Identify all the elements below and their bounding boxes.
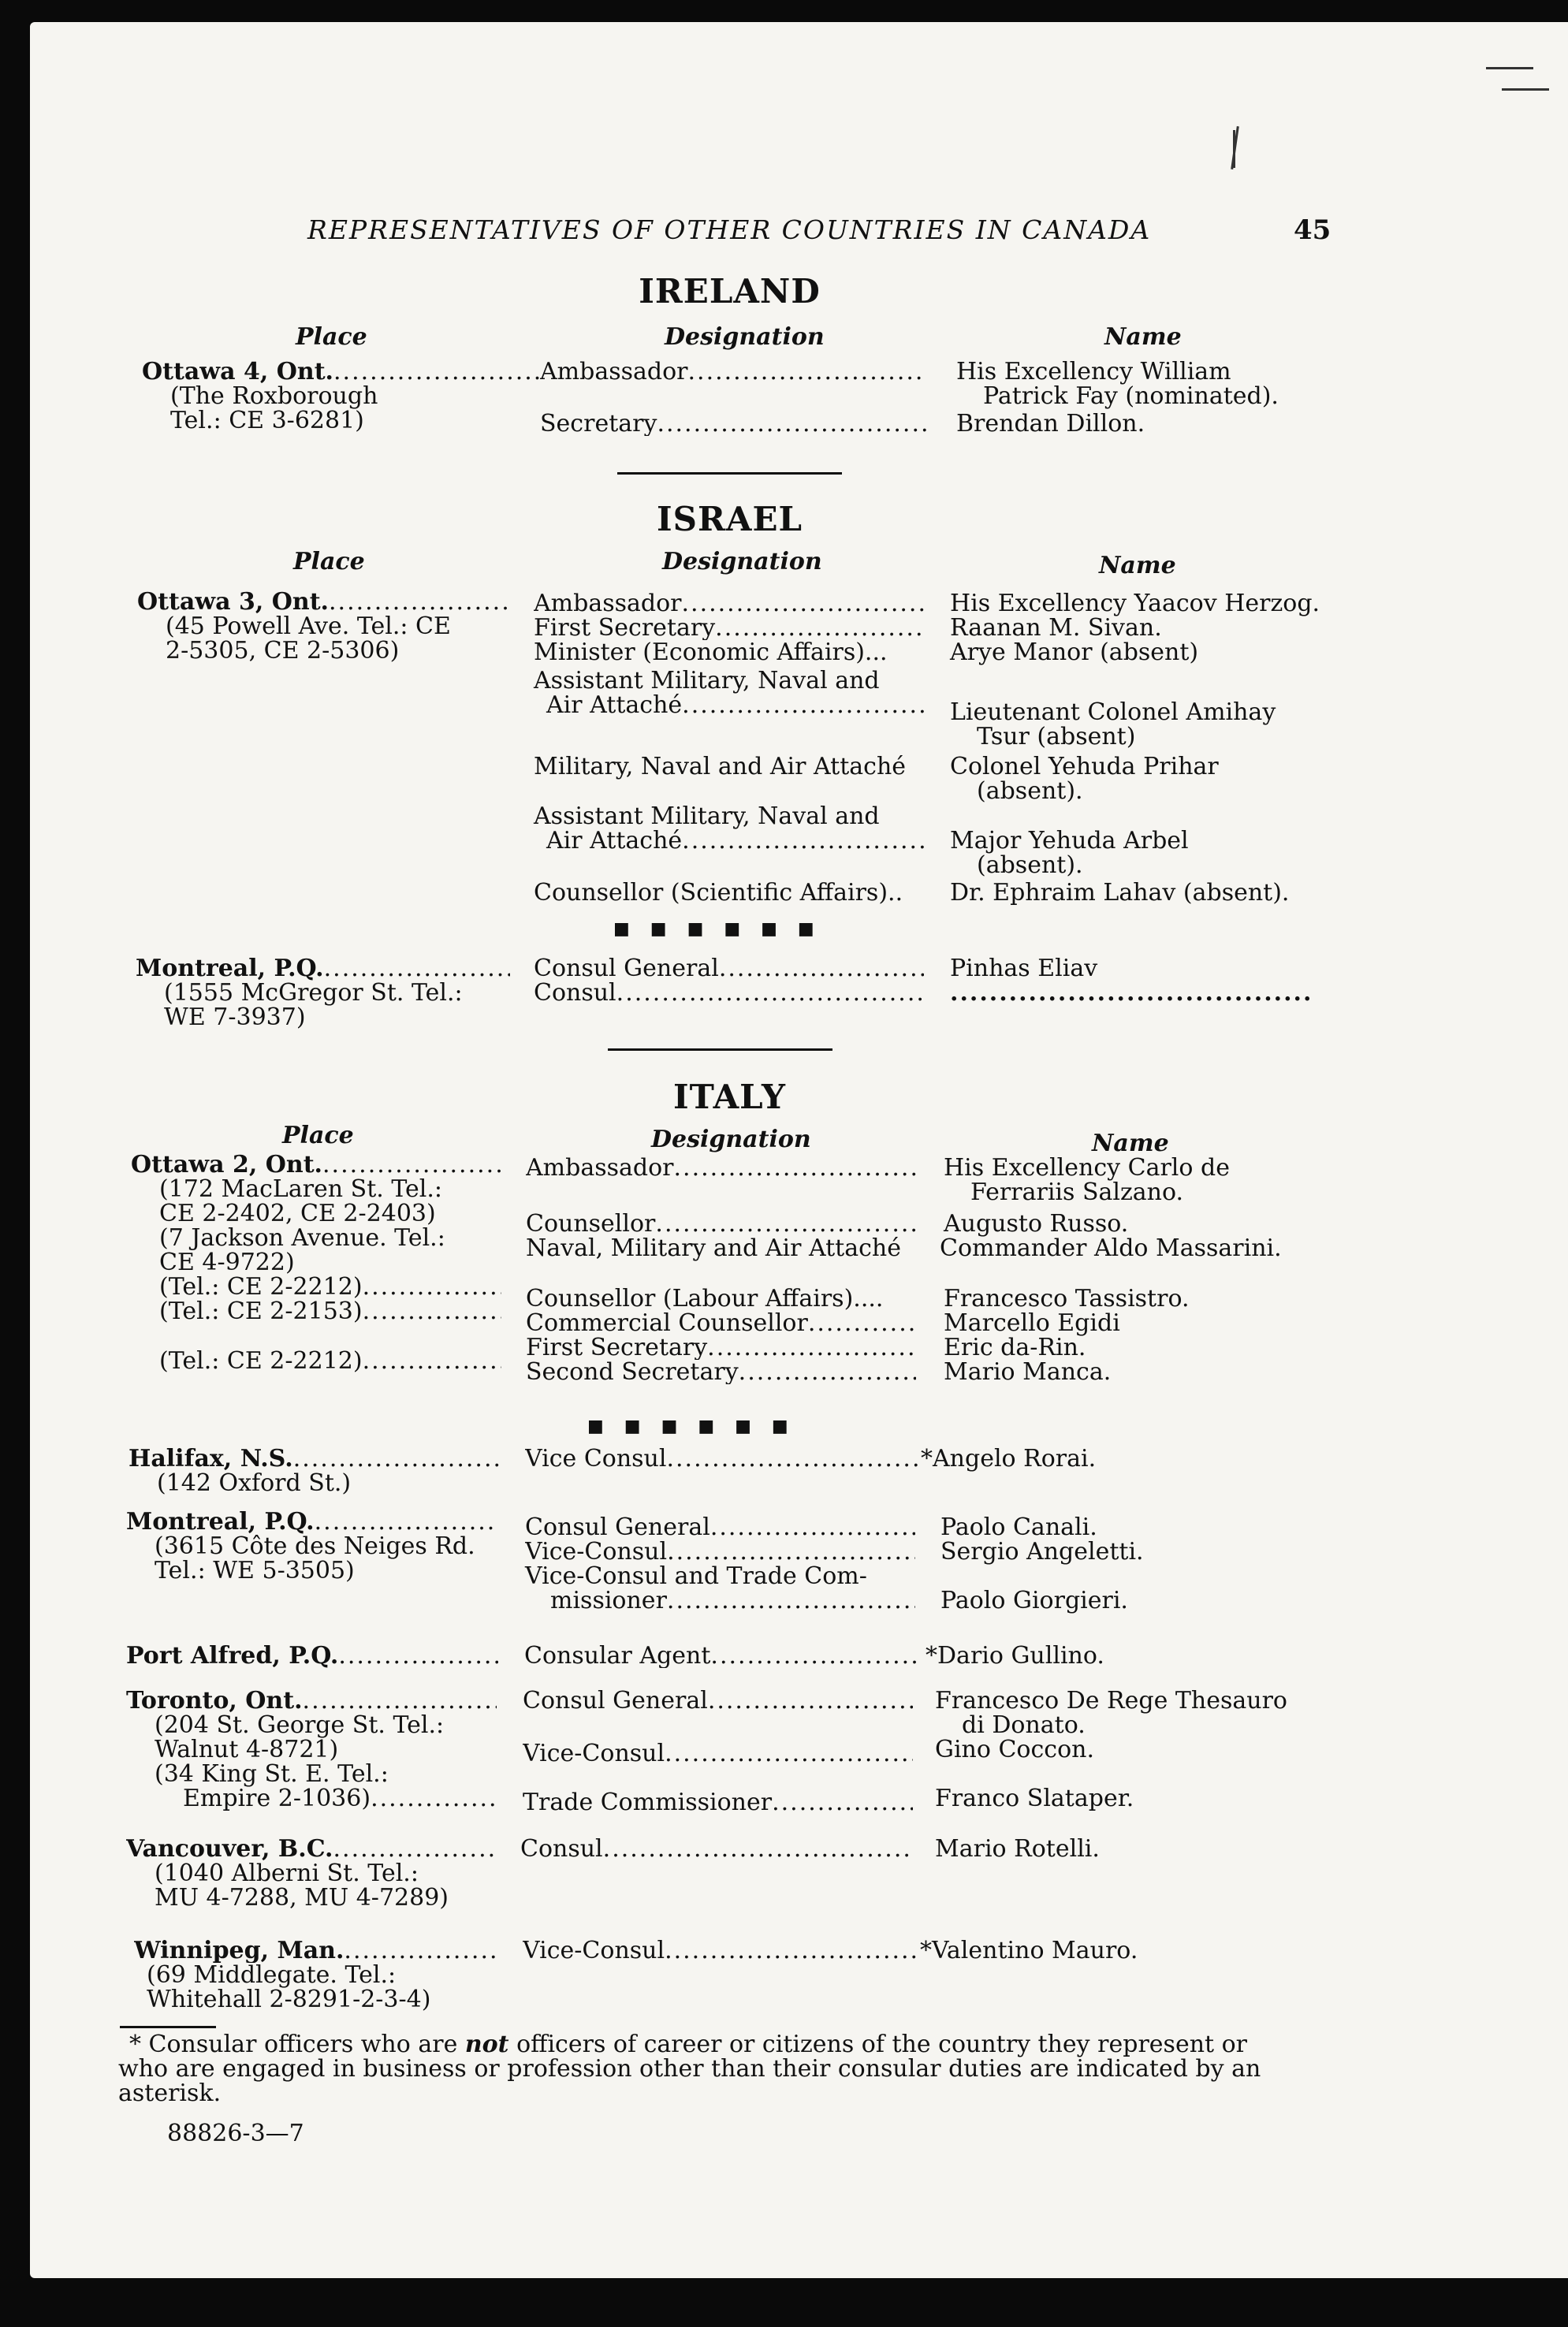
column-heading-place: Place [282, 1122, 354, 1149]
designation-text: Ambassador [540, 359, 688, 384]
place-address: (172 MacLaren St. Tel.: CE 2-2402, CE 2-2403) [159, 1175, 443, 1227]
designation-text: Naval, Military and Air Attaché [526, 1234, 902, 1262]
leader-dots [324, 956, 510, 981]
place-address-cont: Empire 2-1036) [183, 1786, 371, 1811]
designation-text: Consul [534, 981, 616, 1005]
name-text-cont: Ferrariis Salzano. [970, 1178, 1184, 1206]
leader-dots [719, 956, 924, 981]
name-text: *Angelo Rorai. [921, 1445, 1097, 1473]
name-text: Eric da-Rin. [944, 1334, 1086, 1361]
leader-dots [363, 1275, 501, 1299]
designation-text: Consul [520, 1837, 603, 1861]
footnote-text-cont: officers of career or citizens of the country they represent or who are engaged in business or profession other than their consular duties are indicated by an asterisk. [118, 2031, 1261, 2107]
leader-dots [603, 1837, 911, 1861]
designation-text: Ambassador [526, 1156, 674, 1180]
document-code: 88826-3—7 [167, 2120, 304, 2147]
footnote-text: * Consular officers who are [129, 2031, 465, 2058]
designation-text: Counsellor (Labour Affairs).... [526, 1285, 884, 1312]
designation-text: Commercial Counsellor [526, 1311, 808, 1335]
separator-bullets: ■■■■■■ [587, 1416, 809, 1436]
name-text: Gino Coccon. [935, 1736, 1095, 1763]
place-name: Ottawa 4, Ont. [142, 359, 334, 384]
leader-dots [772, 1790, 913, 1815]
name-text: Raanan M. Sivan. [950, 614, 1162, 642]
leader-dots [710, 1515, 915, 1540]
scan-mark [1502, 88, 1549, 91]
leader-dots [303, 1688, 497, 1713]
place-name: Montreal, P.Q. [136, 956, 324, 981]
separator-bullets: ■■■■■■ [613, 918, 835, 939]
leader-dots [950, 981, 1313, 1005]
page-header [0, 214, 1568, 259]
column-heading-place: Place [296, 323, 367, 351]
designation-text: Counsellor (Scientific Affairs).. [534, 879, 903, 907]
leader-dots [657, 411, 926, 436]
leader-dots [616, 981, 924, 1005]
place-name: Ottawa 2, Ont. [131, 1152, 323, 1177]
place-cell [136, 956, 510, 1029]
place-cell [137, 590, 508, 663]
name-cell [956, 359, 1335, 408]
designation-text: Vice Consul [525, 1446, 667, 1471]
section-divider [617, 472, 842, 475]
place-address: (45 Powell Ave. Tel.: CE 2-5305, CE 2-5306) [166, 612, 451, 665]
name-text: Pinhas Eliav [950, 955, 1098, 982]
name-text: Paolo Canali. [940, 1513, 1097, 1541]
place-address: (69 Middlegate. Tel.: Whitehall 2-8291-2-3-4) [147, 1961, 431, 2013]
name-text: Major Yehuda Arbel [950, 827, 1189, 854]
leader-dots [674, 1156, 917, 1180]
name-text: Dr. Ephraim Lahav (absent). [950, 879, 1290, 907]
designation-cell [540, 411, 926, 436]
designation-text: Consular Agent [524, 1644, 711, 1668]
place-address: (The Roxborough Tel.: CE 3-6281) [170, 382, 378, 434]
name-text: Francesco Tassistro. [944, 1285, 1190, 1312]
place-tel: (Tel.: CE 2-2153) [159, 1299, 363, 1324]
designation-text: Vice-Consul [523, 1938, 665, 1963]
name-text: Marcello Egidi [944, 1309, 1120, 1337]
leader-dots [665, 1741, 913, 1766]
place-tel: (Tel.: CE 2-2212) [159, 1349, 363, 1373]
running-title: REPRESENTATIVES OF OTHER COUNTRIES IN CANADA [307, 214, 1152, 245]
name-text: Mario Manca. [944, 1358, 1112, 1386]
name-text: His Excellency Yaacov Herzog. [950, 590, 1320, 617]
name-text: *Dario Gullino. [926, 1642, 1104, 1670]
designation-cell [540, 359, 926, 384]
place-address: (34 King St. E. Tel.: [155, 1760, 389, 1788]
designation-text: Consul General [525, 1515, 710, 1540]
place-name: Halifax, N.S. [128, 1446, 293, 1471]
designation-text-cont: missioner [550, 1588, 667, 1613]
column-heading-designation: Designation [651, 1126, 811, 1153]
place-name: Montreal, P.Q. [126, 1510, 315, 1534]
name-text-cont: Patrick Fay (nominated). [983, 382, 1279, 410]
name-text-cont: (absent). [977, 851, 1083, 879]
name-text-cont: di Donato. [962, 1711, 1086, 1739]
designation-text: Consul General [523, 1688, 708, 1713]
name-text: Commander Aldo Massarini. [940, 1234, 1282, 1262]
name-text: Sergio Angeletti. [940, 1538, 1144, 1566]
leader-dots [707, 1335, 916, 1360]
place-address: (1555 McGregor St. Tel.: WE 7-3937) [164, 979, 463, 1031]
place-address: (7 Jackson Avenue. Tel.: CE 4-9722) [159, 1224, 445, 1276]
leader-dots [708, 1688, 913, 1713]
name-text: Brendan Dillon. [956, 410, 1145, 437]
name-text-cont: (absent). [977, 777, 1083, 805]
name-text: Augusto Russo. [944, 1210, 1129, 1238]
column-headings [0, 1122, 1568, 1157]
section-divider [608, 1048, 832, 1051]
place-tel: (Tel.: CE 2-2212) [159, 1275, 363, 1299]
name-text: *Valentino Mauro. [920, 1937, 1138, 1964]
designation-text: Ambassador [534, 591, 682, 616]
name-text: Lieutenant Colonel Amihay [950, 698, 1276, 726]
place-cell [131, 1152, 501, 1373]
column-heading-name: Name [1092, 1130, 1169, 1157]
footnote-emphasis: not [464, 2031, 509, 2058]
leader-dots [710, 1644, 918, 1668]
leader-dots [338, 1644, 498, 1668]
place-address: (3615 Côte des Neiges Rd. Tel.: WE 5-3505) [155, 1532, 475, 1584]
leader-dots [715, 616, 924, 640]
designation-text: Counsellor [526, 1212, 656, 1236]
leader-dots [344, 1938, 501, 1963]
designation-text: Vice-Consul [525, 1540, 668, 1564]
leader-dots [667, 1540, 915, 1564]
page-number: 45 [1294, 214, 1331, 246]
designation-text: Military, Naval and Air Attaché [534, 753, 907, 780]
leader-dots [322, 1152, 501, 1177]
name-text: Franco Slataper. [935, 1785, 1134, 1812]
place-address: (204 St. George St. Tel.: Walnut 4-8721) [155, 1711, 445, 1763]
leader-dots [329, 590, 508, 614]
leader-dots [315, 1510, 497, 1534]
name-text: His Excellency Carlo de [944, 1154, 1230, 1182]
designation-text: Trade Commissioner [523, 1790, 773, 1815]
designation-text: Vice-Consul and Trade Com- [525, 1562, 867, 1590]
column-heading-name: Name [1099, 552, 1176, 579]
leader-dots [808, 1311, 916, 1335]
country-title-israel: ISRAEL [656, 500, 803, 538]
leader-dots [655, 1212, 916, 1236]
name-text: His Excellency William [956, 358, 1231, 385]
designation-text: Second Secretary [526, 1360, 739, 1384]
leader-dots [682, 693, 924, 717]
place-name: Winnipeg, Man. [134, 1938, 345, 1963]
place-name: Port Alfred, P.Q. [126, 1644, 339, 1668]
designation-text: First Secretary [526, 1335, 708, 1360]
column-headings [0, 548, 1568, 578]
leader-dots [682, 828, 924, 853]
name-text-cont: Tsur (absent) [977, 723, 1136, 750]
designation-text: Vice-Consul [523, 1741, 665, 1766]
place-name: Ottawa 3, Ont. [137, 590, 330, 614]
designation-text-cont: Air Attaché [546, 828, 683, 853]
leader-dots [688, 359, 927, 384]
leader-dots [363, 1299, 501, 1324]
scan-mark [1486, 67, 1533, 69]
name-text: Francesco De Rege Thesauro [935, 1687, 1287, 1715]
leader-dots [371, 1786, 497, 1811]
leader-dots [739, 1360, 916, 1384]
designation-text: First Secretary [534, 616, 716, 640]
designation-text-cont: Air Attaché [546, 693, 683, 717]
column-heading-name: Name [1104, 323, 1182, 351]
leader-dots [667, 1588, 915, 1613]
name-text: Mario Rotelli. [935, 1835, 1100, 1863]
name-text: Colonel Yehuda Prihar [950, 753, 1219, 780]
designation-text: Minister (Economic Affairs)... [534, 639, 888, 666]
designation-text: Assistant Military, Naval and [534, 802, 880, 830]
footnote [118, 2032, 1301, 2105]
place-name: Vancouver, B.C. [126, 1837, 333, 1861]
name-cell [956, 411, 1335, 436]
column-heading-designation: Designation [665, 323, 825, 351]
leader-dots [666, 1446, 919, 1471]
footnote-rule [120, 2026, 216, 2028]
country-title-italy: ITALY [672, 1078, 787, 1116]
place-name: Toronto, Ont. [126, 1688, 303, 1713]
leader-dots [293, 1446, 499, 1471]
column-heading-designation: Designation [662, 548, 822, 575]
column-heading-place: Place [293, 548, 365, 575]
country-title-ireland: IRELAND [639, 272, 821, 311]
column-headings [0, 323, 1568, 353]
name-text: Arye Manor (absent) [950, 639, 1199, 666]
scan-mark [1233, 130, 1235, 168]
name-text: Paolo Giorgieri. [940, 1587, 1128, 1614]
designation-text: Assistant Military, Naval and [534, 667, 880, 694]
designation-text: Consul General [534, 956, 719, 981]
leader-dots [665, 1938, 917, 1963]
designation-text: Secretary [540, 411, 657, 436]
leader-dots [363, 1349, 501, 1373]
leader-dots [333, 1837, 497, 1861]
leader-dots [682, 591, 925, 616]
leader-dots [333, 359, 540, 384]
place-address: (1040 Alberni St. Tel.: MU 4-7288, MU 4-7289) [155, 1860, 449, 1912]
place-cell [142, 359, 540, 433]
place-address: (142 Oxford St.) [157, 1469, 352, 1497]
